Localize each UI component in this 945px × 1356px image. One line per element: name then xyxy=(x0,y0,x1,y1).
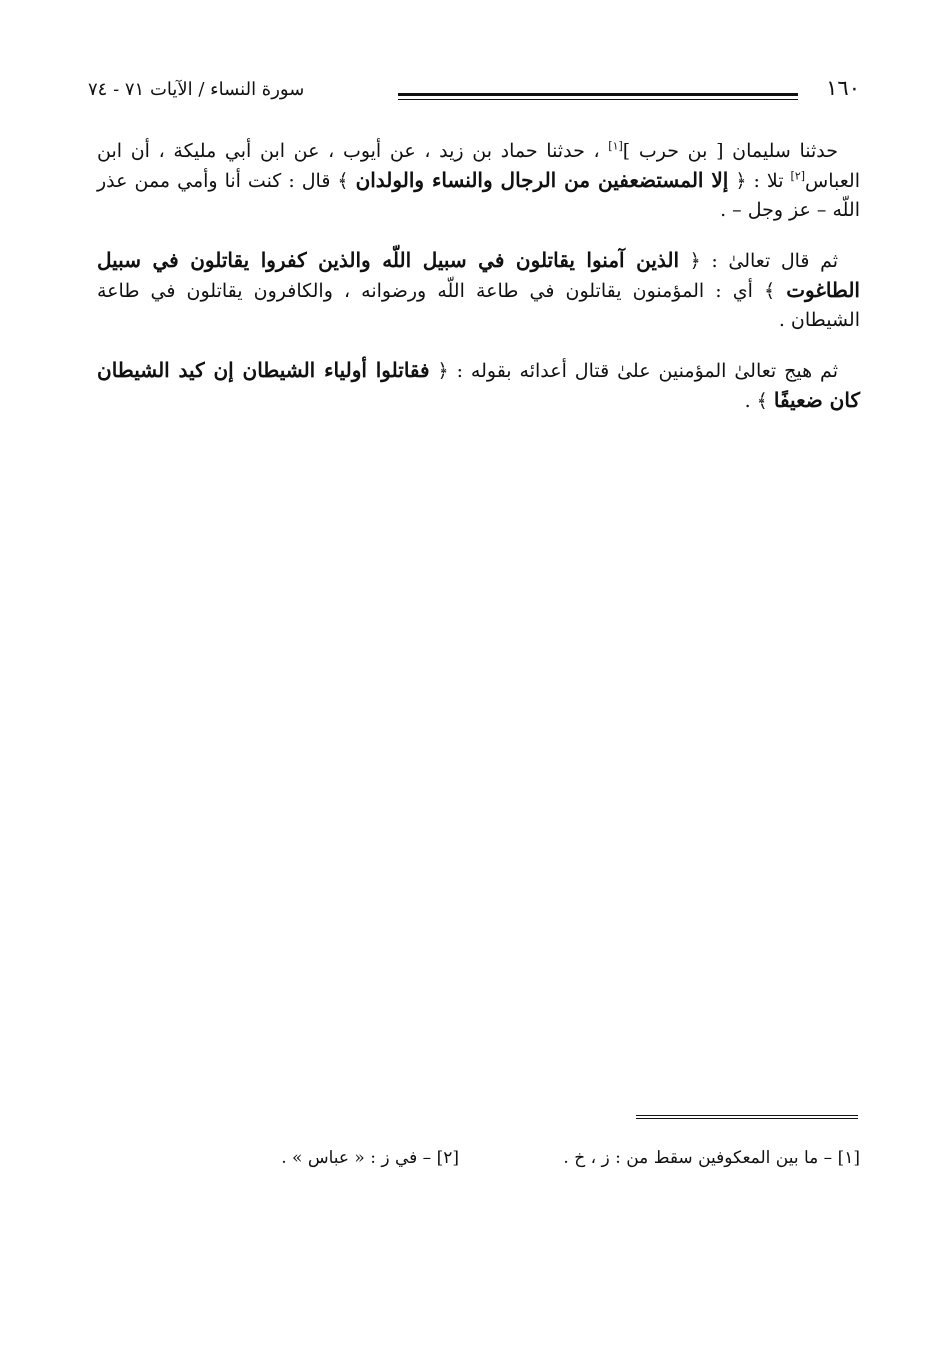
header-rule xyxy=(398,93,798,100)
quran-bracket-close: ﴾ xyxy=(337,170,349,192)
paragraph-3 xyxy=(97,356,860,416)
paragraph-1 xyxy=(97,137,860,225)
quran-bracket-open: ﴿ xyxy=(689,250,701,272)
text: ثم قال تعالىٰ : xyxy=(700,250,839,272)
text: ، حدثنا حماد بن زيد ، عن أيوب ، عن ابن أبي مليكة ، أن ابن العباس xyxy=(97,140,860,192)
footnote-2: [٢] – في ز : « عباس » . xyxy=(281,1148,459,1168)
quran-bracket-close: ﴾ xyxy=(763,280,776,302)
footnote-ref-1: [١] xyxy=(608,139,623,153)
paragraph-2 xyxy=(97,246,860,335)
text: تلا : xyxy=(746,170,791,192)
quran-bracket-open: ﴿ xyxy=(437,360,449,382)
footnote-ref-2: [٢] xyxy=(790,169,806,183)
text: قال : كنت أنا وأمي ممن عذر اللّه – عز وجل – . xyxy=(97,170,860,221)
quran-quote: فقاتلوا أولياء الشيطان إن كيد الشيطان كان ضعيفًا xyxy=(97,358,860,412)
quran-bracket-close: ﴾ xyxy=(756,390,768,412)
text: . xyxy=(744,390,757,412)
running-title: سورة النساء / الآيات ٧١ - ٧٤ xyxy=(88,79,305,100)
page-number: ١٦٠ xyxy=(826,76,860,100)
text: ثم هيج تعالىٰ المؤمنين علىٰ قتال أعدائه بقوله : xyxy=(448,360,838,382)
quran-quote: الذين آمنوا يقاتلون في سبيل اللّه والذين كفروا يقاتلون في سبيل الطاغوت xyxy=(97,248,860,302)
footnote-1: [١] – ما بين المعكوفين سقط من : ز ، خ . xyxy=(563,1148,860,1168)
quran-bracket-open: ﴿ xyxy=(735,170,747,192)
main-text xyxy=(97,137,860,437)
text: حدثنا سليمان [ بن حرب ] xyxy=(622,140,838,162)
text: أي : المؤمنون يقاتلون في طاعة اللّه ورضوانه ، والكافرون يقاتلون في طاعة الشيطان . xyxy=(97,280,860,331)
quran-quote: إلا المستضعفين من الرجال والنساء والولدان xyxy=(355,168,729,192)
footnote-rule xyxy=(636,1115,858,1119)
